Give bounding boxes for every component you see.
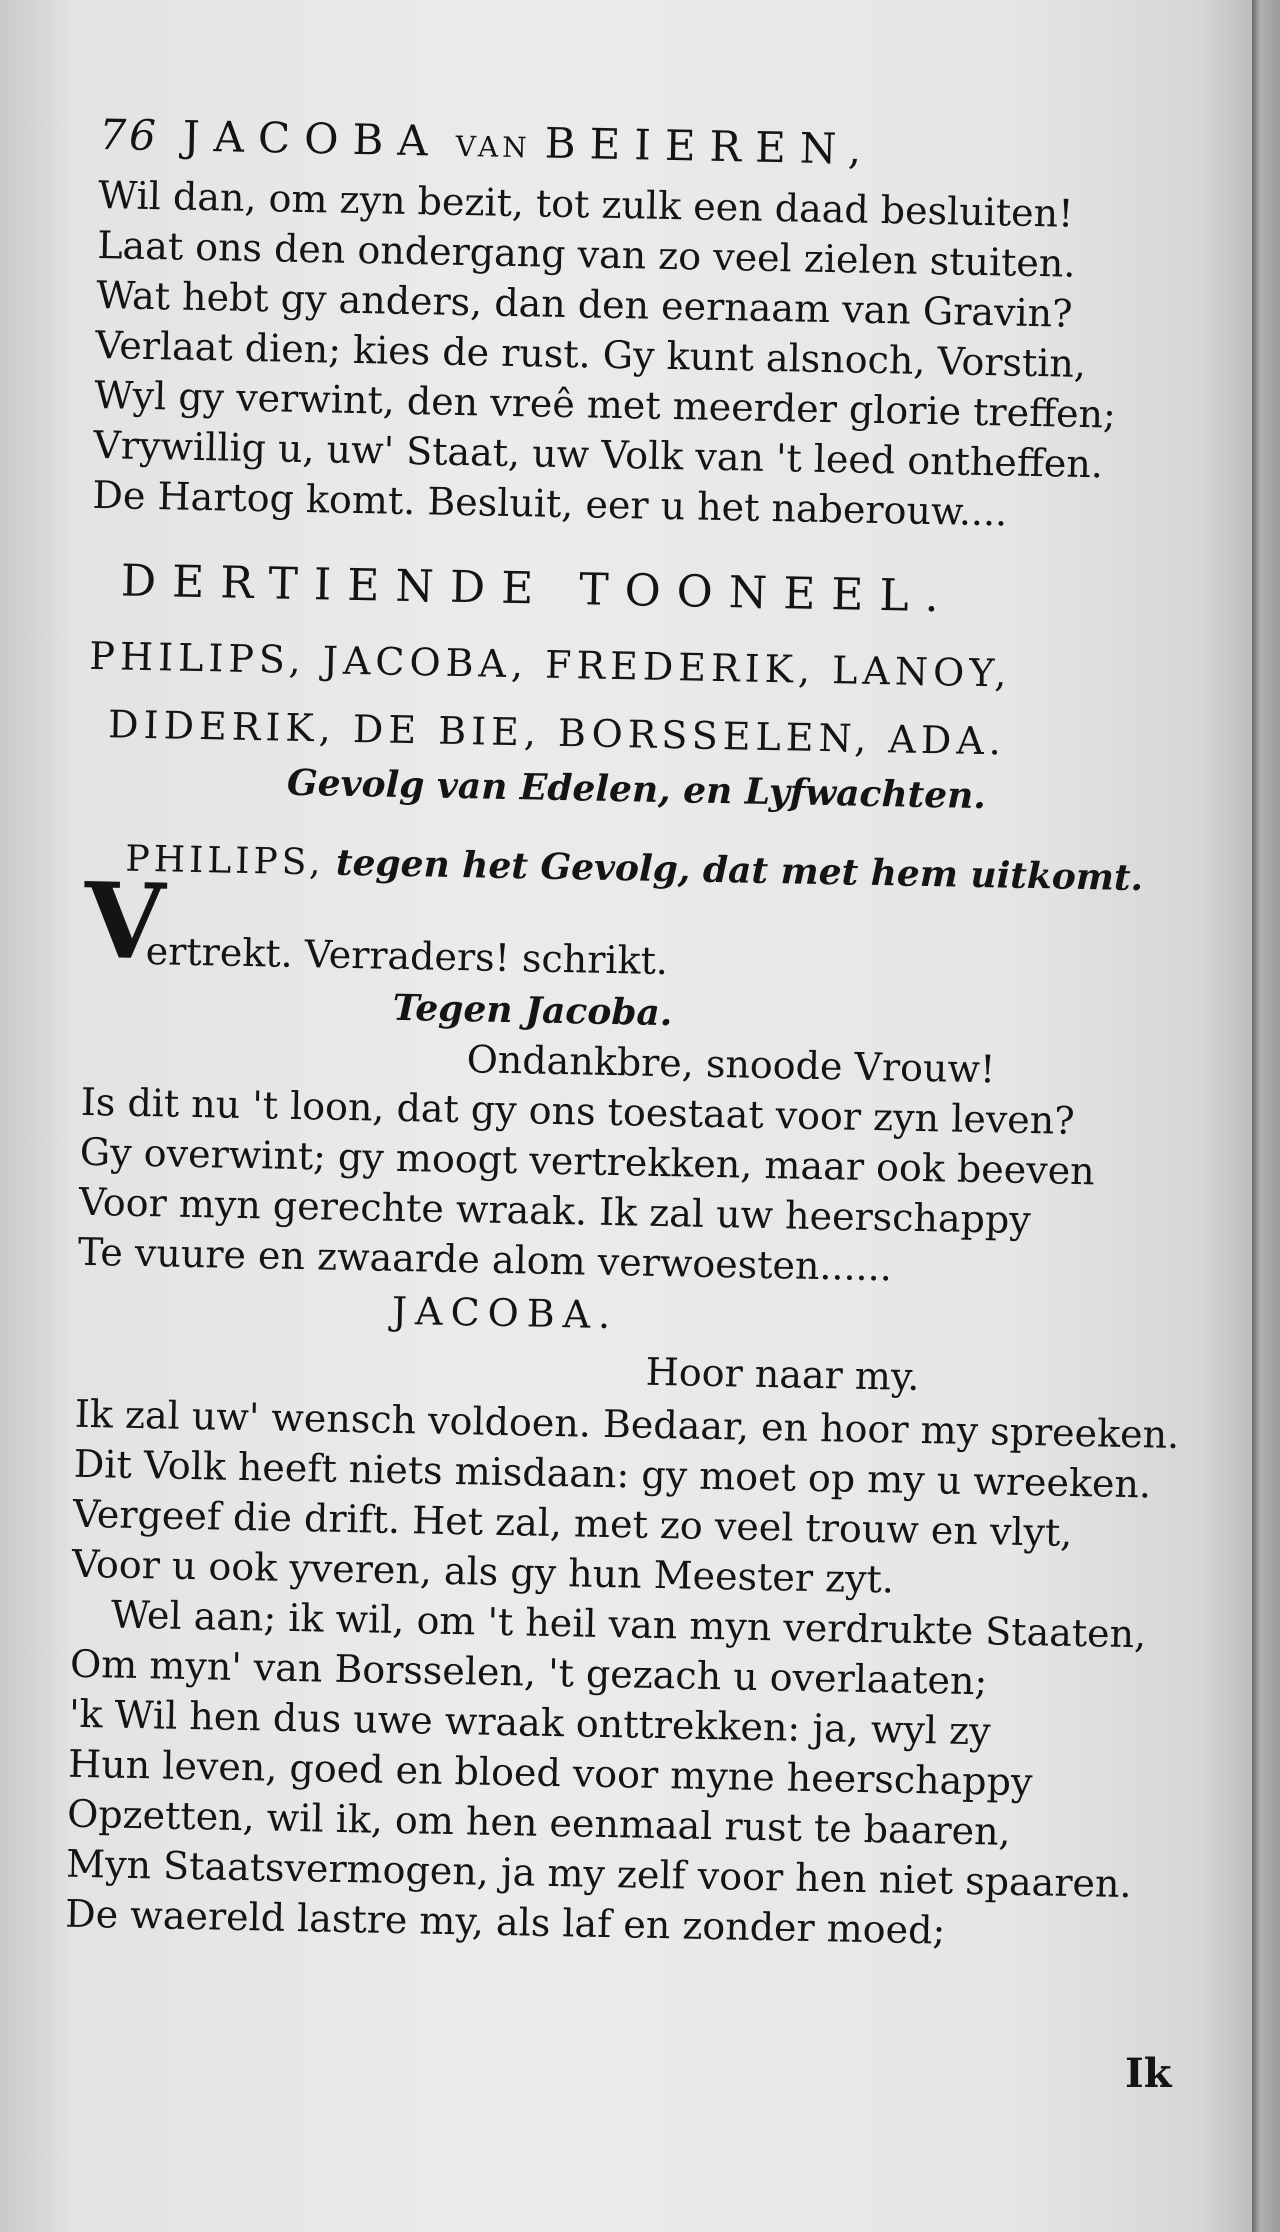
verse-line: Ik zal uw' wensch voldoen. Bedaar, en hoor my spreeken. [74,1391,1180,1457]
stage-direction: tegen het Gevolg, dat met hem uitkomt. [335,841,1144,900]
cast-stage-direction: Gevolg van Edelen, en Lyfwachten. [286,761,987,818]
stage-direction-tegen-jacoba: Tegen Jacoba. [392,986,673,1035]
verse-line: 'k Wil hen dus uwe wraak onttrekken: ja, wyl zy [68,1691,992,1754]
catchword: Ik [1125,2050,1172,2097]
verse-line: Wyl gy verwint, den vreê met meerder glorie treffen; [94,372,1117,437]
verse-line-continued: Ondankbre, snoode Vrouw! [466,1037,996,1092]
header-title-part1: JACOBA [182,111,443,166]
verse-line: Wil dan, om zyn bezit, tot zulk een daad besluiten! [97,172,1074,236]
verse-line: Voor myn gerechte wraak. Ik zal uw heerschappy [78,1179,1032,1243]
verse-line: Is dit nu 't loon, dat gy ons toestaat voor zyn leven? [80,1079,1076,1143]
verse-line: Wel aan; ik wil, om 't heil van myn verdrukte Staaten, [110,1592,1147,1657]
verse-line-continued: Hoor naar my. [645,1349,920,1399]
cast-list-line-2: DIDERIK, DE BIE, BORSSELEN, ADA. [107,702,1007,764]
jacoba-verse [64,1389,1180,1960]
verse-line: Opzetten, wil ik, om hen eenmaal rust te baaren, [66,1791,1012,1854]
verse-line: Myn Staatsvermogen, ja my zelf voor hen niet spaaren. [65,1841,1132,1907]
verse-line: Hun leven, goed en bloed voor myne heerschappy [67,1741,1033,1805]
verse-line: Dit Volk heeft niets misdaan: gy moet op my u wreeken. [73,1441,1152,1507]
speaker-jacoba: JACOBA. [391,1288,619,1338]
verse-line: Gy overwint; gy moogt vertrekken, maar ook beeven [79,1129,1096,1194]
verse-line: De waereld lastre my, als laf en zonder moed; [64,1891,946,1953]
verse-line: Te vuure en zwaarde alom verwoesten...... [77,1229,893,1290]
verse-line: Vergeef die drift. Het zal, met zo veel trouw en vlyt, [72,1491,1073,1555]
verse-line: Voor u ook yveren, als gy hun Meester zyt. [71,1541,895,1602]
verse-line: De Hartog komt. Besluit, eer u het naberouw.... [92,472,1008,535]
philips-verse [78,1077,1162,1298]
drop-cap: V [83,858,167,984]
header-title-part2: BEIEREN, [544,118,876,174]
page-number: 76 [98,109,160,161]
verse-line: Laat ons den ondergang van zo veel zielen stuiten. [96,222,1076,286]
adjacent-page-edge [1252,0,1280,2232]
verse-line: ertrekt. Verraders! schrikt. [145,929,669,984]
page-text [65,105,1180,1959]
header-title-van: VAN [455,129,532,165]
verse-top [92,170,1179,541]
cast-list-line-1: PHILIPS, JACOBA, FREDERIK, LANOY, [88,633,1012,696]
verse-line: Vrywillig u, uw' Staat, uw Volk van 't leed ontheffen. [93,422,1104,487]
verse-line: Verlaat dien; kies de rust. Gy kunt alsnoch, Vorstin, [94,322,1087,386]
speaker-name: PHILIPS, [125,838,325,884]
scene-heading: DERTIENDE TOONEEL. [120,555,956,623]
verse-line: Om myn' van Borsselen, 't gezach u overlaaten; [69,1641,988,1704]
verse-line: Wat hebt gy anders, dan den eernaam van Gravin? [95,272,1073,336]
